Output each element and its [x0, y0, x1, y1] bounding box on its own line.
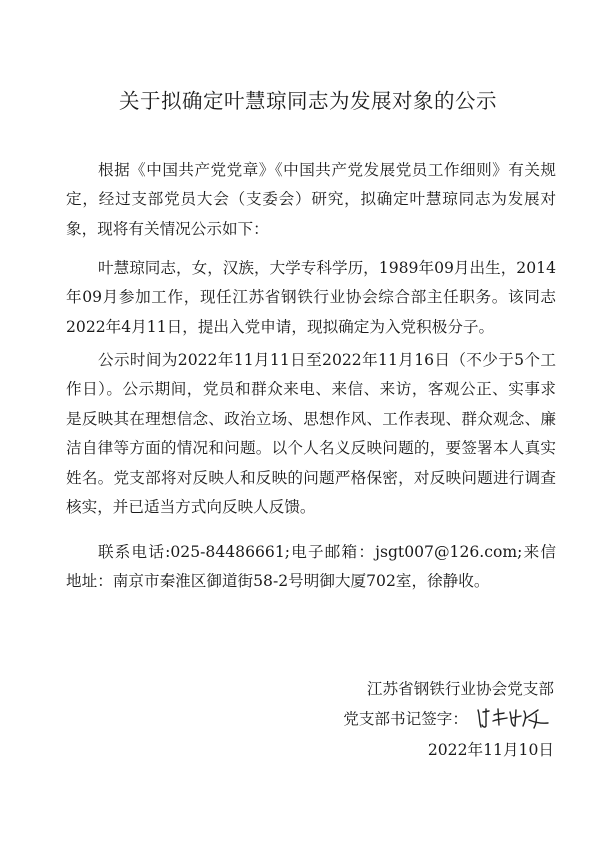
handwritten-signature	[474, 706, 554, 730]
document-title: 关于拟确定叶慧琼同志为发展对象的公示	[119, 89, 497, 113]
signer-line	[343, 706, 554, 730]
paragraph-contact: 联系电话:025-84486661;电子邮箱：jsgt007@126.com;来信地址：南京市秦淮区御道街58-2号明御大厦702室，徐静收。	[66, 543, 556, 591]
paragraph-intro: 根据《中国共产党党章》《中国共产党发展党员工作细则》有关规定，经过支部党员大会（支委会）研究，拟确定叶慧琼同志为发展对象，现将有关情况公示如下：	[66, 161, 556, 238]
paragraph-publicity-period: 公示时间为2022年11月11日至2022年11月16日（不少于5个工作日）。公示期间，党员和群众来电、来信、来访，客观公正、实事求是反映其在理想信念、政治立场、思想作风、工作表现、群众观念、廉洁自律等方面的情况和问题。以个人名义反映问题的，要签署本人真实姓名。党支部将对反映人和反映的问题严格保密，对反映问题进行调查核实，并已适当方式向反映人反馈。	[66, 351, 556, 517]
signature-organization: 江苏省钢铁行业协会党支部	[366, 680, 554, 698]
signer-label: 党支部书记签字：	[343, 710, 468, 728]
signature-date: 2022年11月10日	[427, 741, 554, 759]
paragraph-candidate-info: 叶慧琼同志，女，汉族，大学专科学历，1989年09月出生，2014年09月参加工作，现任江苏省钢铁行业协会综合部主任职务。该同志2022年4月11日，提出入党申请，现拟确定为入党积极分子。	[66, 259, 556, 336]
